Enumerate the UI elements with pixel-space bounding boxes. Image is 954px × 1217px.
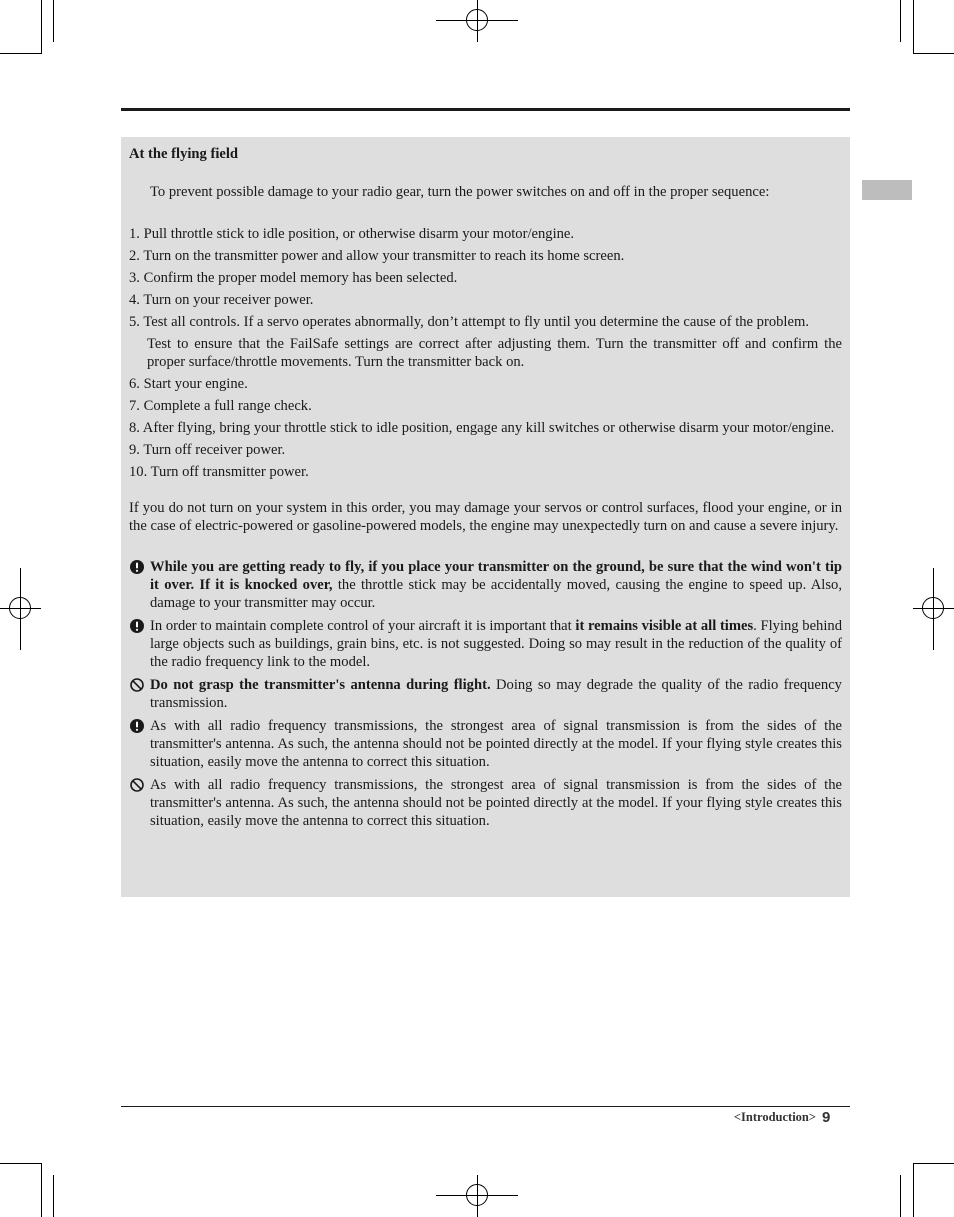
order-warning-paragraph: If you do not turn on your system in this order, you may damage your servos or control surfaces, flood your engine, or in the case of electric-powered or gasoline-powered models, the engine may unexpectedly turn on and cause a severe injury. [129, 500, 842, 534]
list-item: 5. Test all controls. If a servo operates abnormally, don’t attempt to fly until you determine the cause of the problem. Test to ensure that the FailSafe settings are correct after adjusting them. Turn the transmitter off and confirm the proper surface/throttle movements. Turn the transmitter back on. [129, 314, 842, 370]
page-number: 9 [822, 1109, 831, 1126]
list-item: While you are getting ready to fly, if you place your transmitter on the ground, be sure that the wind won't tip it over. If it is knocked over, the throttle stick may be accidentally moved, causing the engine to speed up. Also, damage to your transmitter may occur. [129, 558, 842, 612]
list-item: 2. Turn on the transmitter power and allow your transmitter to reach its home screen. [129, 248, 625, 264]
list-item: 10. Turn off transmitter power. [129, 464, 309, 480]
chapter-tab-marker [862, 180, 912, 200]
list-item: 8. After flying, bring your throttle stick to idle position, engage any kill switches or otherwise disarm your motor/engine. [129, 420, 835, 436]
list-item: 4. Turn on your receiver power. [129, 292, 314, 308]
startup-sequence-list [129, 225, 842, 481]
flying-field-panel [121, 137, 850, 897]
list-item: As with all radio frequency transmissions, the strongest area of signal transmission is from the sides of the transmitter's antenna. As such, the antenna should not be pointed directly at the model. If your flying style creates this situation, easily move the antenna to correct this situation. [129, 717, 842, 771]
list-item: 6. Start your engine. [129, 376, 248, 392]
list-item: As with all radio frequency transmissions, the strongest area of signal transmission is from the sides of the transmitter's antenna. As such, the antenna should not be pointed directly at the model. If your flying style creates this situation, easily move the antenna to correct this situation. [129, 776, 842, 830]
intro-paragraph: To prevent possible damage to your radio gear, turn the power switches on and off in the proper sequence: [150, 184, 770, 200]
footer-rule [121, 1106, 850, 1107]
list-item: 7. Complete a full range check. [129, 398, 312, 414]
list-item: 1. Pull throttle stick to idle position, or otherwise disarm your motor/engine. [129, 226, 575, 242]
exclamation-circle-icon [130, 619, 144, 633]
footer-section-label: <Introduction> [733, 1110, 816, 1124]
prohibited-icon [130, 678, 144, 692]
list-item: In order to maintain complete control of your aircraft it is important that it remains visible at all times. Flying behind large objects such as buildings, grain bins, etc. is not suggested. Doing so may result in the reduction of the quality of the radio frequency link to the model. [129, 617, 842, 671]
section-heading: At the flying field [129, 146, 239, 162]
list-item: 9. Turn off receiver power. [129, 442, 286, 458]
failsafe-note: Test to ensure that the FailSafe settings are correct after adjusting them. Turn the transmitter off and confirm the proper surface/throttle movements. Turn the transmitter back on. [147, 336, 842, 370]
list-item: 3. Confirm the proper model memory has been selected. [129, 270, 458, 286]
exclamation-circle-icon [130, 560, 144, 574]
prohibited-icon [130, 778, 144, 792]
exclamation-circle-icon [130, 719, 144, 733]
header-rule [121, 108, 850, 111]
list-item: Do not grasp the transmitter's antenna during flight. Doing so may degrade the quality of the radio frequency transmission. [129, 676, 842, 712]
safety-notes-list [129, 558, 842, 830]
